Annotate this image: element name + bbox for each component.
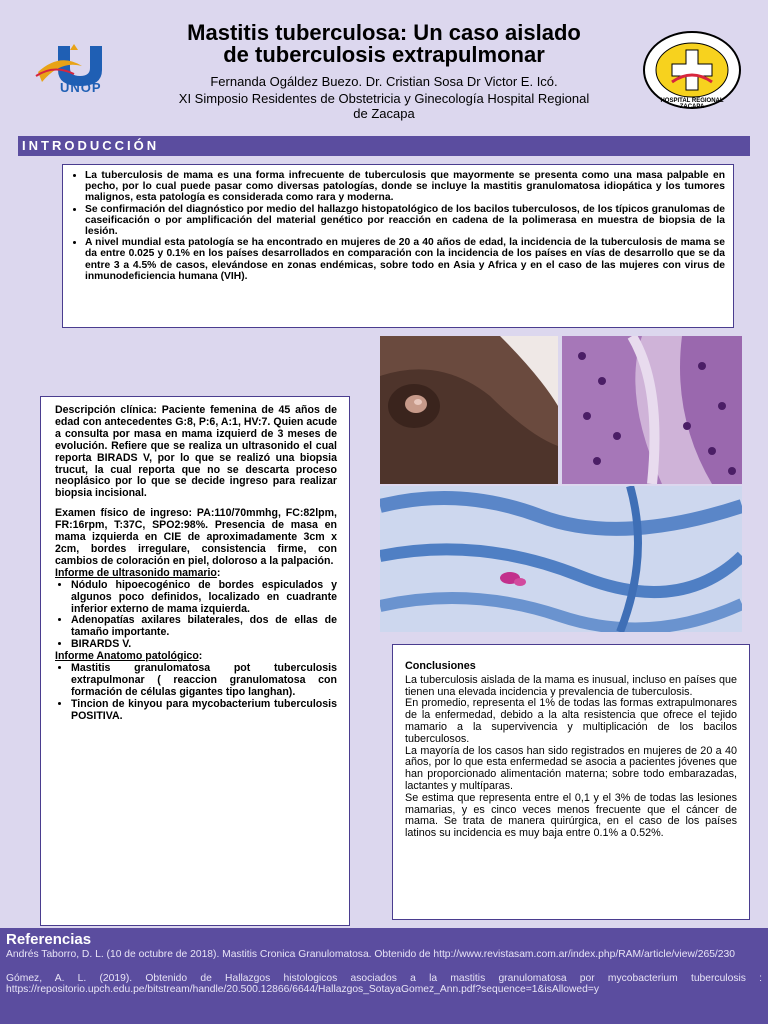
clinical-case-box — [40, 396, 350, 926]
hospital-seal-text: HOSPITAL REGIONAL ZACAPA — [660, 98, 724, 110]
intro-bullet: • A nivel mundial esta patología se ha encontrado en mujeres de 20 a 40 años de edad, la incidencia de la tuberculosis de mama se da entre 0.025 y 0.1% en los países desarrollados en comparación con la incidencia de los países en vías de desarrollo que se da entre 3 a 4.5% de casos, elevándose en zonas endémicas, sobre todo en Asia y Africa y en el caso de las mujeres con virus de inmunodeficiencia humana (VIH). — [85, 237, 725, 282]
ultrasound-item: • Nódulo hipoecogénico de bordes espiculados y algunos poco definidos, localizado en cuadrante inferior externo de mama izquierda. — [71, 580, 337, 616]
unop-logo-text: UNOP — [60, 80, 102, 95]
intro-bullet-list — [71, 170, 725, 282]
kinyoun-stain-micrograph — [380, 486, 742, 632]
pathology-list — [55, 663, 337, 723]
pathology-colon: : — [198, 650, 203, 663]
event-name — [70, 91, 698, 121]
title-line-2: de tuberculosis extrapulmonar — [223, 42, 545, 67]
ultrasound-label: Informe de ultrasonido mamario — [55, 566, 217, 579]
reference-item: Gómez, A. L. (2019). Obtenido de Hallazgos histologicos asociados a la mastitis granulomatosa por mycobacterium tuberculosis : https://repositorio.upch.edu.pe/bitstream/handle/20.500.12866/6644/Hallazgos_SotayaGomez_Ann.pdf?sequence=1&isAllowed=y — [6, 972, 762, 995]
pathology-label: Informe Anatomo patológico — [55, 650, 199, 663]
breast-lesion-photo — [380, 336, 558, 484]
intro-bullet: • La tuberculosis de mama es una forma infrecuente de tuberculosis que mayormente se presenta como una masa palpable en pecho, por lo cual puede pasar como diversas patologías, donde se incluye la mastitis granulomatosa idiopática y los tumores malignos, esta patología es considerada como rara y moderna. — [85, 170, 725, 204]
conclusions-heading: Conclusiones — [405, 660, 476, 672]
intro-box — [62, 164, 734, 328]
conclusion-paragraph: La tuberculosis aislada de la mama es inusual, incluso en países que tienen una elevada incidencia y prevalencia de tuberculosis. — [405, 673, 737, 698]
kinyoun-stain-image — [380, 486, 742, 632]
histology-micrograph — [562, 336, 742, 484]
pathology-item-text: Tincion de kinyou para mycobacterium tuberculosis — [71, 697, 337, 710]
physical-exam — [55, 508, 337, 568]
event-line-1: XI Simposio Residentes de Obstetricia y Ginecología Hospital Regional — [178, 91, 590, 106]
ultrasound-item: • BIRARDS V. — [71, 639, 337, 651]
physical-exam-text: PA:110/70mmhg, FC:82lpm, FR:16rpm, T:37C, SPO2:98%. Presencia de masa en mama izquierda en CIE de aproximadamente 3cm x 2cm, bordes irregulare, consistencia firme, con cambios de coloración en piel, doloroso a la palpación. — [55, 507, 337, 567]
pathology-item-end: . — [119, 709, 123, 722]
intro-heading: INTRODUCCIÓN — [18, 136, 750, 156]
histology-image — [562, 336, 742, 484]
clinical-description — [55, 405, 337, 500]
clinical-description-label: Descripción clínica: — [55, 404, 157, 416]
breast-lesion-image — [380, 336, 558, 484]
ultrasound-colon: : — [216, 566, 221, 579]
conclusion-paragraph: La mayoría de los casos han sido registrados en mujeres de 20 a 40 años, por lo que esta enfermedad se asocia a pacientes jóvenes que han proporcionado alimentación materna; sobre todo embarazadas, lactantes y multíparas. — [405, 744, 737, 792]
clinical-description-text: Paciente femenina de 45 años de edad con antecedentes G:8, P:6, A:1, HV:7. Quien acude a consulta por masa en mama izquierd de 3 meses de evolución. Refiere que se realiza un ultrasonido el cual reporta BIRADS V, por lo que se realizó una biopsia trucut, la cual reporta que no se descarta proceso neoplásico por lo que se decide ingreso para realizar biopsia incisional. — [55, 404, 337, 500]
references-heading: Referencias — [6, 931, 92, 948]
ultrasound-heading — [55, 568, 337, 580]
conclusion-paragraph: Se estima que representa entre el 0,1 y el 3% de todas las lesiones mamarias, y es cinco veces menos frecuente que el cáncer de mama. Se trata de manera quirúrgica, en el caso de los países latinos su incidencia es muy baja entre 0.1% a 0.52%. — [405, 791, 737, 840]
ultrasound-list — [55, 580, 337, 651]
conclusions-box — [392, 644, 750, 920]
conclusion-paragraph: En promedio, representa el 1% de todas las formas extrapulmonares de la enfermedad, debido a la alta resistencia que ofrece el tejido mamario a la supervivencia y multiplicación de los bacilos tuberculosos. — [405, 697, 737, 745]
pathology-item: • Mastitis granulomatosa pot tuberculosis extrapulmonar ( reaccion granulomatosa con formación de células gigantes tipo langhan). — [71, 663, 337, 699]
pathology-result: POSITIVA — [71, 709, 120, 722]
pathology-item — [71, 699, 337, 723]
reference-item: Andrés Taborro, D. L. (10 de octubre de 2018). Mastitis Cronica Granulomatosa. Obtenido de http://www.revistasam.com.ar/index.php/RAM/article/view/265/230 — [6, 949, 735, 960]
poster-title — [70, 22, 698, 66]
event-line-2: de Zacapa — [353, 106, 415, 121]
authors: Fernanda Ogáldez Buezo. Dr. Cristian Sosa Dr Victor E. Icó. — [210, 74, 558, 89]
intro-bullet: • Se confirmación del diagnóstico por medio del hallazgo histopatológico de los bacilos tuberculosos, de los típicos granulomas de caseificación o por amplificación del material genético por reacción en cadena de la polimerasa en muestra de biopsia de la lesión. — [85, 204, 725, 238]
ultrasound-item: • Adenopatías axilares bilaterales, dos de ellas de tamaño importante. — [71, 615, 337, 639]
physical-exam-label: Examen físico de ingreso: — [55, 507, 193, 520]
references-section — [0, 928, 768, 1024]
title-line-1: Mastitis tuberculosa: Un caso aislado — [187, 20, 581, 45]
